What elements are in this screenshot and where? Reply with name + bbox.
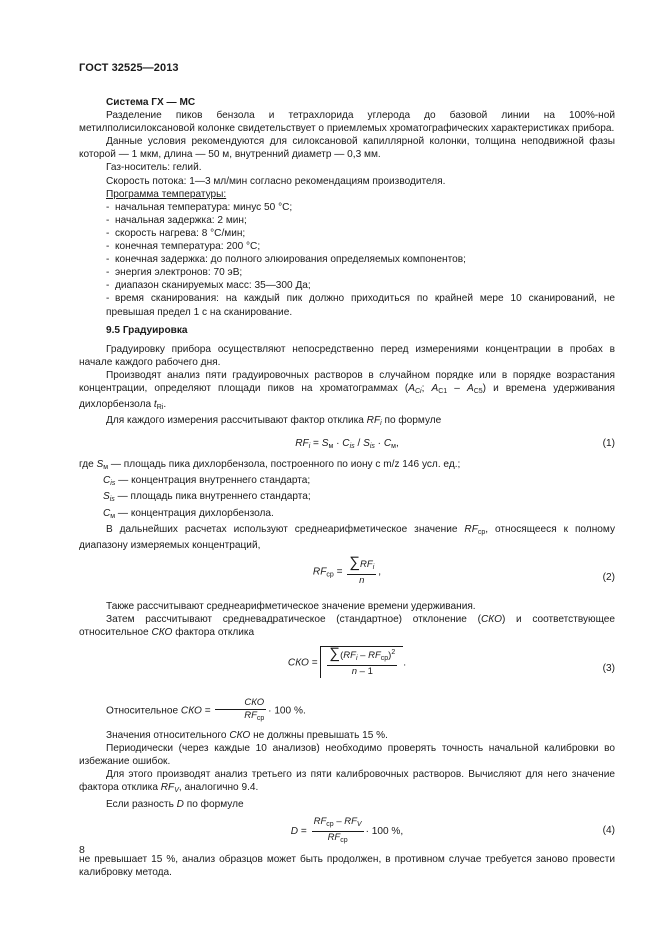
equation-2: $RF_{ср}$ = $\frac{\sum RF_i}{n}$ , (2) <box>312 553 615 586</box>
document-body <box>79 96 615 879</box>
paragraph: Если разность D по формуле <box>106 798 244 810</box>
equation-number: (4) <box>602 824 615 836</box>
paragraph: Для этого производят анализ третьего из пяти калибровочных растворов. Вычисляют для него значение фактора отклика $RF_V$, аналогично 9.4. <box>79 769 615 795</box>
temperature-program-title: Программа температуры: <box>106 188 227 200</box>
where-clause: где $S_м$ — площадь пика дихлорбензола, построенного по иону с m/z 146 усл. ед.; <box>79 459 461 472</box>
list-item: - конечная температура: 200 °С; <box>79 240 615 253</box>
list-item: - энергия электронов: 70 эВ; <box>79 266 615 279</box>
standard-header: ГОСТ 32525—2013 <box>79 62 179 74</box>
list-item: - скорость нагрева: 8 °С/мин; <box>79 227 615 240</box>
paragraph: Также рассчитывают среднеарифметическое значение времени удерживания. <box>106 600 476 612</box>
equation-number: (1) <box>602 438 615 450</box>
paragraph: Значения относительного СКО не должны превышать 15 %. <box>106 730 388 742</box>
paragraph: В дальнейших расчетах используют среднеарифметическое значение $RF_{ср}$, относящееся к полному диапазону измеряемых концентраций, <box>79 523 615 551</box>
page-number: 8 <box>79 844 85 856</box>
definition: $C_м$ — концентрация дихлорбензола. <box>103 507 274 520</box>
paragraph: Градуировку прибора осуществляют непосредственно перед измерениями концентрации в пробах в начале каждого рабочего дня. <box>79 343 615 368</box>
definition: $C_{is}$ — концентрация внутреннего стандарта; <box>103 475 311 488</box>
paragraph: Производят анализ пяти градуировочных растворов в случайном порядке или в порядке возрастания концентрации, определяют площади пиков на хроматограммах ($A_{Ci}$; $A_{C1} - A_{C5}$) и времена удерживания дихлорбензола $t_{Ri}$. <box>79 369 615 412</box>
equation-4: D = $\frac{RF_{ср} - RF_V}{RF_{ср}}$ · 100 %, (4) <box>290 815 615 844</box>
list-item: - начальная задержка: 2 мин; <box>79 214 615 227</box>
equation-3: СКО = $\frac{\sum(RF_i - RF_{ср})^2}{n - 1}$ . (3) <box>287 645 615 678</box>
list-item: - конечная задержка: до полного элюирования определяемых компонентов; <box>79 253 615 266</box>
list-item: - время сканирования: на каждый пик должно приходиться по крайней мере 10 сканирований, не превышая предел 1 с на сканирование. <box>79 292 615 318</box>
paragraph: Данные условия рекомендуются для силоксановой капиллярной колонки, толщина неподвижной фазы которой — 1 мкм, длина — 50 м, внутренний диаметр — 0,3 мм. <box>79 136 615 161</box>
paragraph: Разделение пиков бензола и тетрахлорида углерода до базовой линии на 100%-ной метилполисилоксановой колонке свидетельствует о приемлемых хроматографических характеристиках прибора. <box>79 110 615 135</box>
equation-1: $RF_i = S_м \cdot C_{is} / S_{is} \cdot C_м$, (1) <box>295 438 615 451</box>
paragraph: Затем рассчитывают средневадратическое (стандартное) отклонение (СКО) и соответствующее относительное СКО фактора отклика <box>79 613 616 638</box>
list-item: - начальная температура: минус 50 °С; <box>79 201 615 214</box>
paragraph: Для каждого измерения рассчитывают фактор отклика $RF_i$ по формуле <box>106 415 442 428</box>
carrier-gas: Газ-носитель: гелий. <box>106 162 202 174</box>
section-title-calibration: 9.5 Градуировка <box>106 324 188 336</box>
list-item: - диапазон сканируемых масс: 35—300 Да; <box>79 279 615 292</box>
flow-rate: Скорость потока: 1—3 мл/мин согласно рекомендациям производителя. <box>106 175 446 187</box>
section-title-gcms: Система ГХ — МС <box>106 97 196 108</box>
paragraph: не превышает 15 %, анализ образцов может быть продолжен, в противном случае требуется заново провести калибровку метода. <box>79 853 615 878</box>
equation-number: (2) <box>602 571 615 583</box>
relative-cko-formula: Относительное СКО = $\frac{\text{СКО}}{RF_{ср}}$ · 100 %. <box>106 697 306 723</box>
paragraph: Периодически (через каждые 10 анализов) необходимо проверять точность начальной калибровки во избежание ошибок. <box>79 743 615 768</box>
equation-number: (3) <box>602 663 615 675</box>
definition: $S_{is}$ — площадь пика внутреннего стандарта; <box>103 491 311 504</box>
